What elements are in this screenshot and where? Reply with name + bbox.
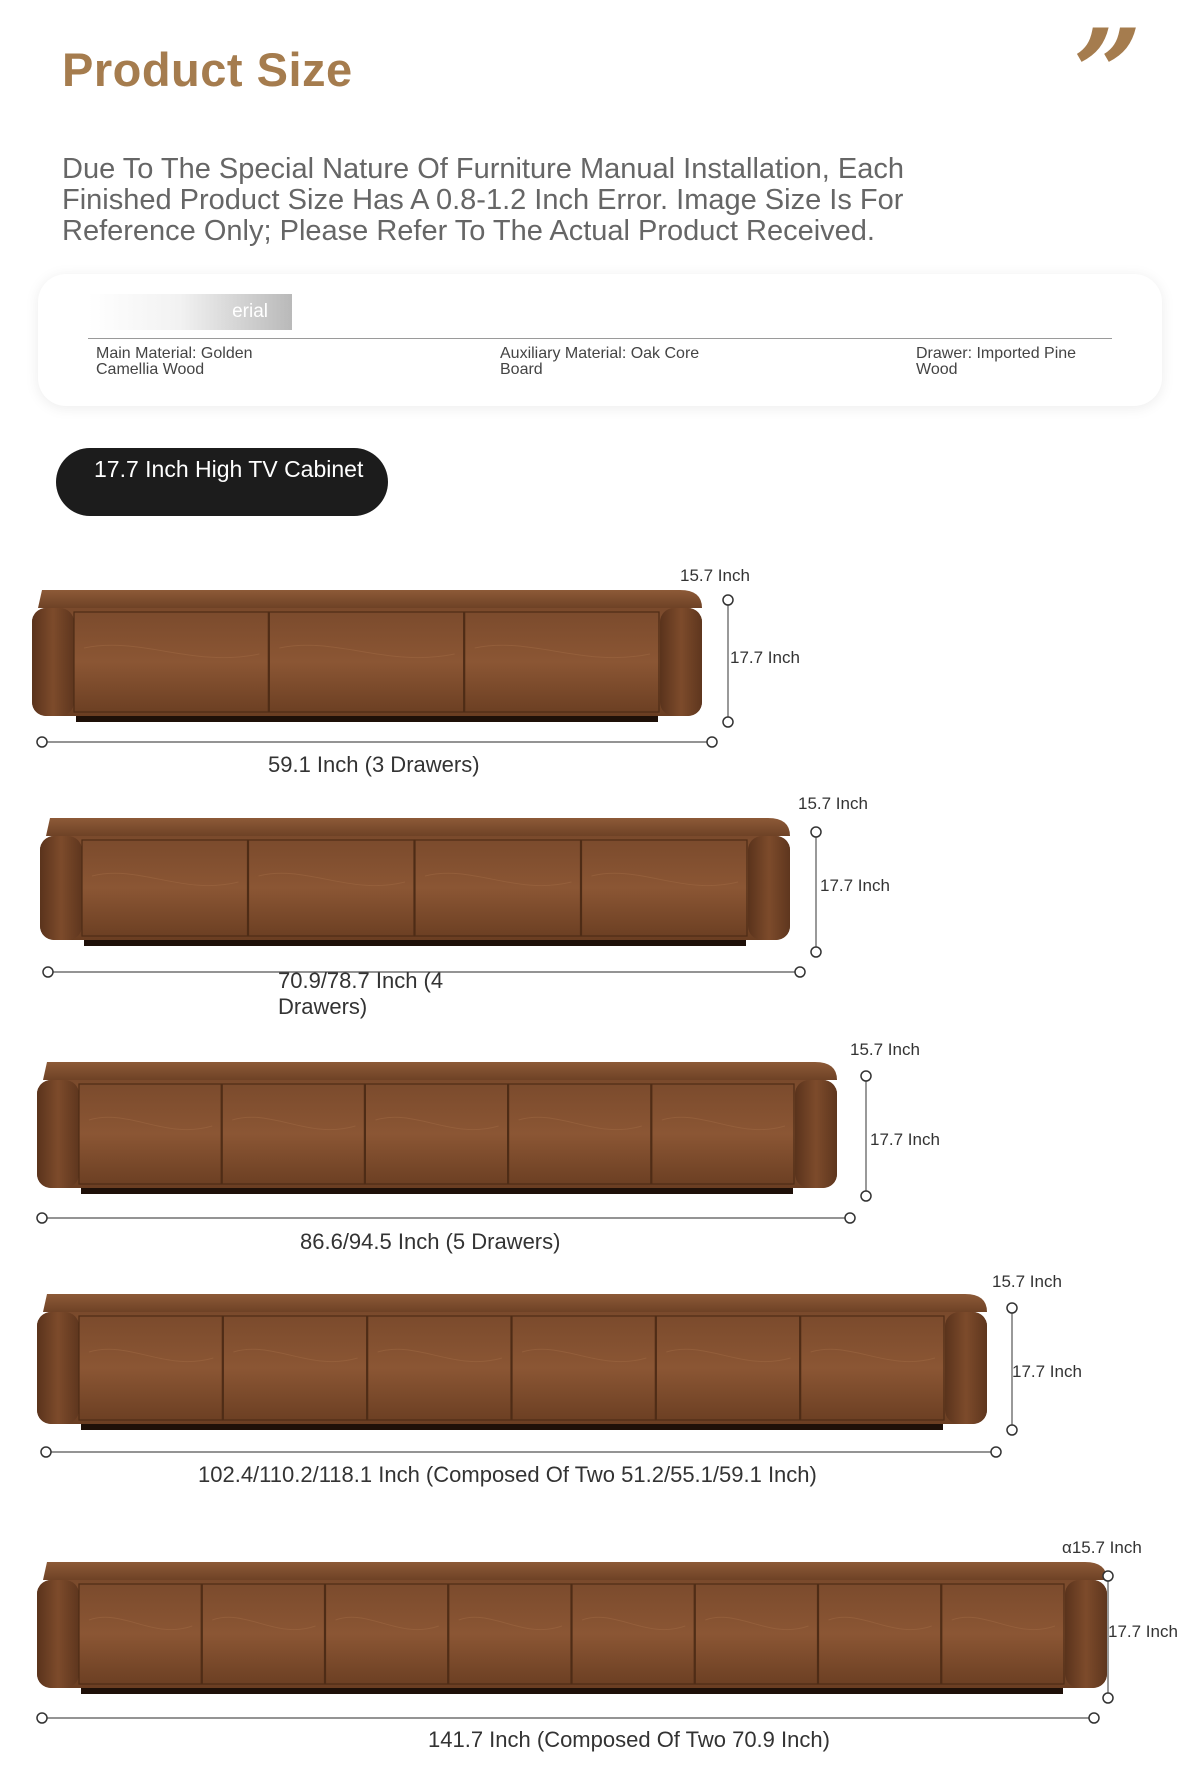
width-label: 141.7 Inch (Composed Of Two 70.9 Inch)	[428, 1727, 830, 1752]
material-item-drawer: Drawer: Imported Pine Wood	[916, 345, 1077, 378]
dimension-endpoint	[41, 1447, 51, 1457]
cabinet-right-end	[945, 1312, 987, 1424]
cabinet-left-end	[37, 1580, 79, 1688]
dimension-endpoint	[43, 967, 53, 977]
dimension-endpoint	[861, 1071, 871, 1081]
cabinet-top	[38, 590, 702, 608]
quote-icon: ”	[1072, 3, 1142, 144]
width-label: 59.1 Inch (3 Drawers)	[268, 752, 480, 777]
dimension-endpoint	[723, 595, 733, 605]
cabinet-right-end	[748, 836, 790, 940]
cabinet-base	[81, 1188, 793, 1194]
page-title: Product Size	[62, 43, 353, 96]
cabinet-left-end	[40, 836, 82, 940]
width-label: 70.9/78.7 Inch (4 Drawers)	[278, 968, 444, 1019]
height-label: 17.7 Inch	[820, 876, 890, 895]
dimension-endpoint	[991, 1447, 1001, 1457]
dimension-endpoint	[1103, 1571, 1113, 1581]
cabinet-top	[43, 1294, 987, 1312]
material-tab: erial	[88, 294, 292, 330]
dimension-endpoint	[707, 737, 717, 747]
dimension-endpoint	[1103, 1693, 1113, 1703]
cabinet-body	[37, 1080, 837, 1188]
depth-label: 15.7 Inch	[798, 794, 868, 813]
height-label: 17.7 Inch	[1108, 1622, 1178, 1641]
dimension-endpoint	[37, 737, 47, 747]
material-item-auxiliary: Auxiliary Material: Oak Core Board	[500, 345, 700, 378]
cabinet-top	[43, 1062, 837, 1080]
cabinet-top	[46, 818, 790, 836]
dimension-endpoint	[845, 1213, 855, 1223]
depth-label: 15.7 Inch	[680, 566, 750, 585]
dimension-endpoint	[811, 827, 821, 837]
size-notice: Due To The Special Nature Of Furniture Manual Installation, Each Finished Product Size Has A 0.8-1.2 Inch Error. Image Size Is For Reference Only; Please Refer To The Actual Product Received.	[62, 153, 904, 247]
depth-label: 15.7 Inch	[850, 1040, 920, 1059]
dimension-endpoint	[1007, 1425, 1017, 1435]
cabinet-base	[76, 716, 658, 722]
width-label: 86.6/94.5 Inch (5 Drawers)	[300, 1229, 561, 1254]
dimension-endpoint	[37, 1213, 47, 1223]
cabinet-base	[84, 940, 746, 946]
cabinet-left-end	[37, 1080, 79, 1188]
dimension-endpoint	[861, 1191, 871, 1201]
cabinet-left-end	[32, 608, 74, 716]
dimension-endpoint	[1007, 1303, 1017, 1313]
dimension-endpoint	[795, 967, 805, 977]
cabinet-right-end	[660, 608, 702, 716]
cabinet-top	[43, 1562, 1107, 1580]
cabinet-base	[81, 1688, 1063, 1694]
height-label: 17.7 Inch	[730, 648, 800, 667]
cabinet-left-end	[37, 1312, 79, 1424]
cabinet-right-end	[795, 1080, 837, 1188]
cabinet-base	[81, 1424, 943, 1430]
cabinet-right-end	[1065, 1580, 1107, 1688]
category-pill: 17.7 Inch High TV Cabinet	[56, 448, 388, 516]
dimension-endpoint	[723, 717, 733, 727]
cabinet-body	[32, 608, 702, 716]
material-item-main: Main Material: Golden Camellia Wood	[96, 345, 253, 378]
depth-label: α15.7 Inch	[1062, 1538, 1142, 1557]
width-label: 102.4/110.2/118.1 Inch (Composed Of Two 51.2/55.1/59.1 Inch)	[198, 1462, 817, 1487]
height-label: 17.7 Inch	[870, 1130, 940, 1149]
height-label: 17.7 Inch	[1012, 1362, 1082, 1381]
dimension-endpoint	[37, 1713, 47, 1723]
dimension-endpoint	[811, 947, 821, 957]
dimension-endpoint	[1089, 1713, 1099, 1723]
depth-label: 15.7 Inch	[992, 1272, 1062, 1291]
